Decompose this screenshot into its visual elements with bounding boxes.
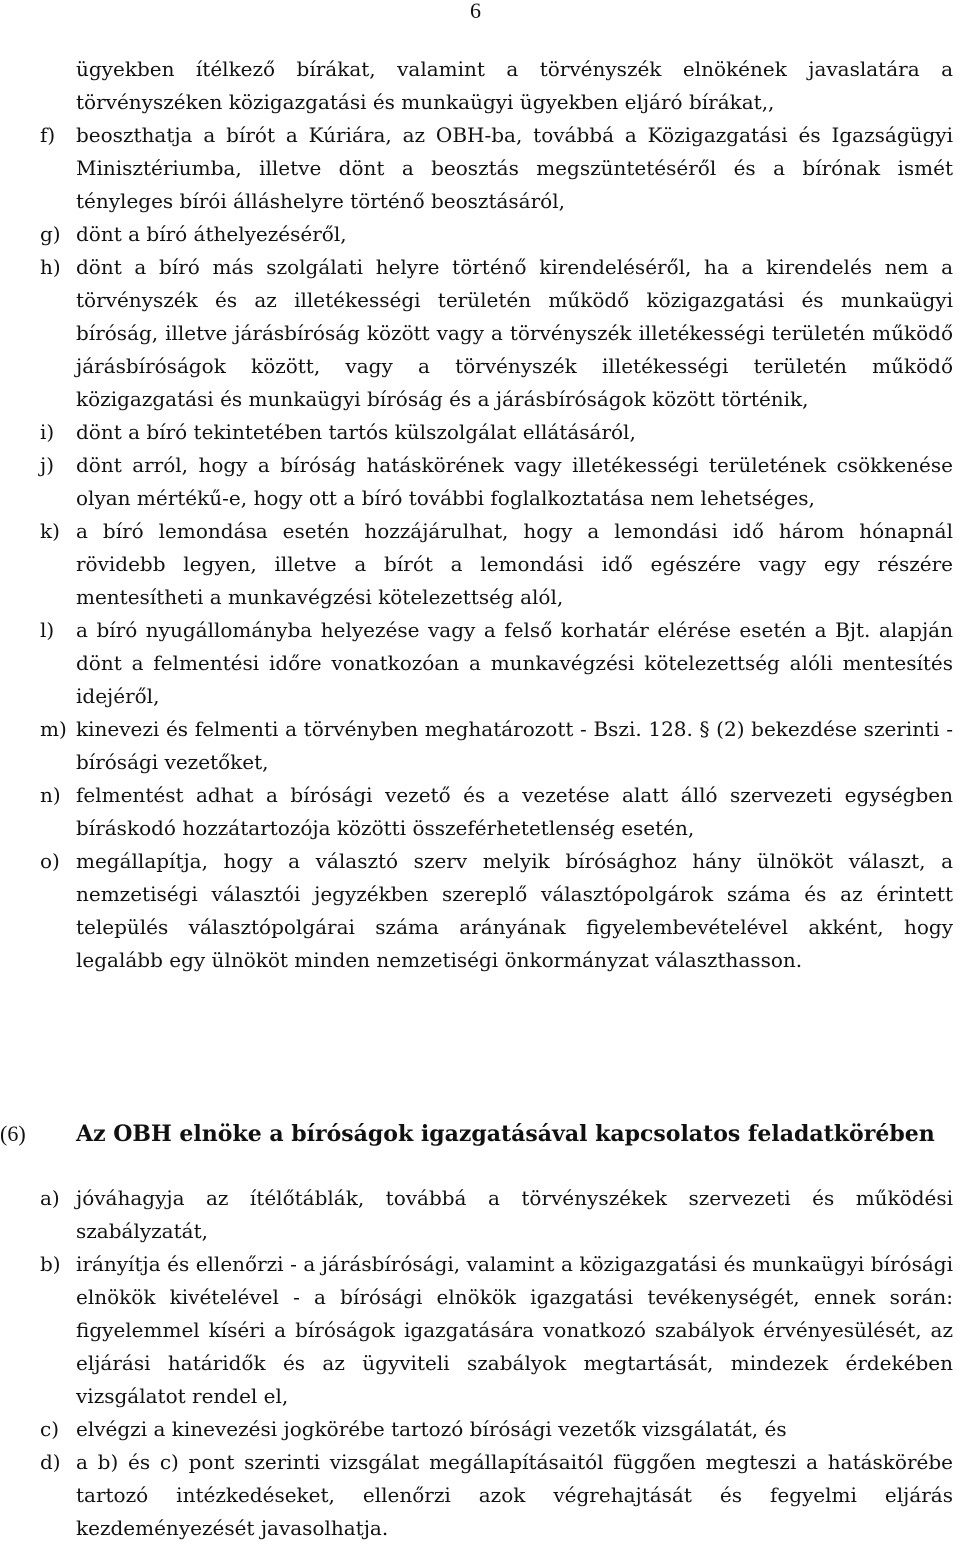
list-text: megállapítja, hogy a választó szerv melyik bírósághoz hány ülnököt választ, a nemzetiségi választói jegyzékben szereplő választópolgárok száma és az érintett település választópolgárai száma arányának figyelembevételével akként, hogy legalább egy ülnököt minden nemzetiségi önkormányzat választhasson. <box>76 849 953 972</box>
list-text: a bíró nyugállományba helyezése vagy a felső korhatár elérése esetén a Bjt. alapján dönt a felmentési időre vonatkozóan a munkavégzési kötelezettség alóli mentesítés idejéről, <box>76 618 953 708</box>
intro-paragraph <box>0 53 960 119</box>
list-item-f <box>0 119 960 218</box>
list-item-i <box>0 416 960 449</box>
page-number: 6 <box>470 0 481 23</box>
list-label: j) <box>40 453 55 477</box>
list-text: dönt a bíró áthelyezéséről, <box>76 222 347 246</box>
list-item-b <box>0 1248 960 1413</box>
document-body-bottom <box>0 1182 960 1545</box>
list-label: i) <box>40 420 55 444</box>
list-text: jóváhagyja az ítélőtáblák, továbbá a törvényszékek szervezeti és működési szabályzatát, <box>76 1186 953 1243</box>
list-item-j <box>0 449 960 515</box>
list-label: h) <box>40 255 61 279</box>
list-item-m <box>0 713 960 779</box>
list-label: o) <box>40 849 60 873</box>
list-label: a) <box>40 1186 60 1210</box>
list-label: b) <box>40 1252 61 1276</box>
list-text: elvégzi a kinevezési jogkörébe tartozó bírósági vezetők vizsgálatát, és <box>76 1417 787 1441</box>
list-item-h <box>0 251 960 416</box>
list-text: kinevezi és felmenti a törvényben meghatározott - Bszi. 128. § (2) bekezdése szerinti - bírósági vezetőket, <box>76 717 953 774</box>
list-item-o <box>0 845 960 977</box>
list-text: dönt arról, hogy a bíróság hatáskörének vagy illetékességi területének csökkenése olyan mértékű-e, hogy ott a bíró további foglalkoztatása nem lehetséges, <box>76 453 953 510</box>
list-label: n) <box>40 783 61 807</box>
list-item-a <box>0 1182 960 1248</box>
list-label: m) <box>40 717 67 741</box>
list-item-d <box>0 1446 960 1545</box>
list-item-c <box>0 1413 960 1446</box>
list-label: k) <box>40 519 60 543</box>
list-label: d) <box>40 1450 61 1474</box>
list-item-n <box>0 779 960 845</box>
list-label: f) <box>40 123 56 147</box>
list-text: dönt a bíró tekintetében tartós külszolgálat ellátásáról, <box>76 420 636 444</box>
list-text: a b) és c) pont szerinti vizsgálat megállapításaitól függően megteszi a hatáskörébe tartozó intézkedéseket, ellenőrzi azok végrehajtását és fegyelmi eljárás kezdeményezését javasolhatja. <box>76 1450 953 1540</box>
intro-text: ügyekben ítélkező bírákat, valamint a törvényszék elnökének javaslatára a törvényszéken közigazgatási és munkaügyi ügyekben eljáró bírákat,, <box>76 57 953 114</box>
list-label: g) <box>40 222 61 246</box>
section-title: Az OBH elnöke a bíróságok igazgatásával kapcsolatos feladatkörében <box>76 1121 935 1147</box>
document-body-top <box>0 53 960 977</box>
list-label: l) <box>40 618 55 642</box>
list-text: dönt a bíró más szolgálati helyre történő kirendeléséről, ha a kirendelés nem a törvényszék és az illetékességi területén működő közigazgatási és munkaügyi bíróság, illetve járásbíróság között vagy a törvényszék illetékességi területén működő járásbíróságok között, vagy a törvényszék illetékességi területén működő közigazgatási és munkaügyi bíróság és a járásbíróságok között történik, <box>76 255 953 411</box>
list-label: c) <box>40 1417 60 1441</box>
list-text: irányítja és ellenőrzi - a járásbírósági, valamint a közigazgatási és munkaügyi bírósági elnökök kivételével - a bírósági elnökök igazgatási tevékenységét, ennek során: figyelemmel kíséri a bíróságok igazgatására vonatkozó szabályok érvényesülését, az eljárási határidők és az ügyviteli szabályok megtartását, mindezek érdekében vizsgálatot rendel el, <box>76 1252 953 1408</box>
list-item-l <box>0 614 960 713</box>
list-text: felmentést adhat a bírósági vezető és a vezetése alatt álló szervezeti egységben bíráskodó hozzátartozója közötti összeférhetetlenség esetén, <box>76 783 953 840</box>
list-text: a bíró lemondása esetén hozzájárulhat, hogy a lemondási idő három hónapnál rövidebb legyen, illetve a bírót a lemondási idő egészére vagy egy részére mentesítheti a munkavégzési kötelezettség alól, <box>76 519 953 609</box>
list-item-k <box>0 515 960 614</box>
list-item-g <box>0 218 960 251</box>
list-text: beoszthatja a bírót a Kúriára, az OBH-ba, továbbá a Közigazgatási és Igazságügyi Minisztériumba, illetve dönt a beosztás megszüntetéséről és a bírónak ismét tényleges bírói álláshelyre történő beosztásáról, <box>76 123 953 213</box>
section-number: (6) <box>0 1121 26 1146</box>
